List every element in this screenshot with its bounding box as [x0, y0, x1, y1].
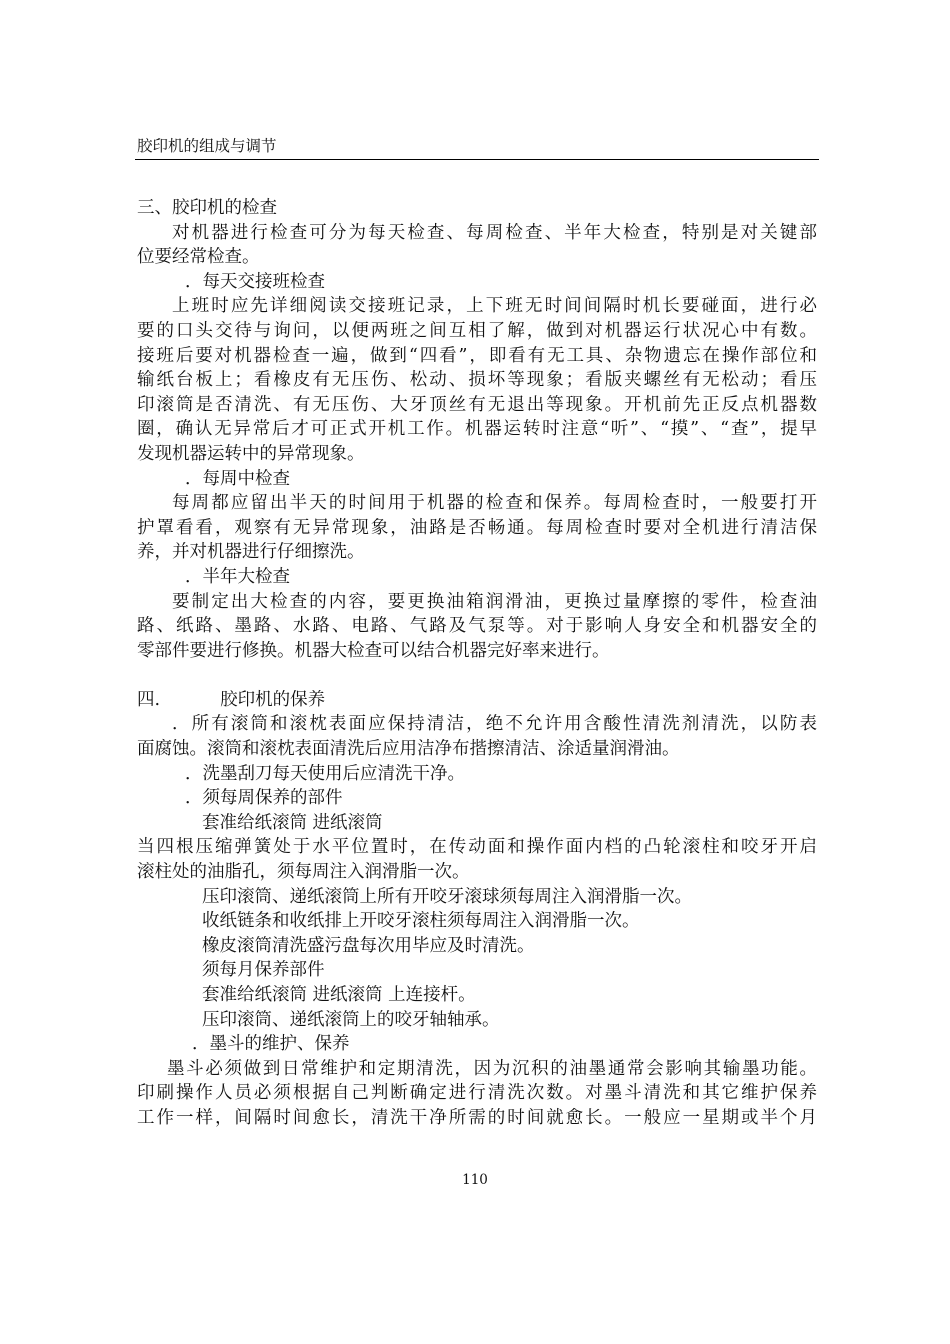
section-heading-maintenance	[137, 688, 817, 713]
list-item: 套准给纸滚筒 进纸滚筒	[202, 812, 383, 833]
paragraph-line: 滚柱处的油脂孔，须每周注入润滑脂一次。	[137, 862, 470, 883]
paragraph-line: 每周都应留出半天的时间用于机器的检查和保养。每周检查时，一般要打开	[172, 493, 817, 514]
paragraph-line: 印刷操作人员必须根据自己判断确定进行清洗次数。对墨斗清洗和其它维护保养	[137, 1083, 817, 1104]
paragraph-line: 养，并对机器进行仔细擦洗。	[137, 542, 365, 563]
spacer	[137, 663, 817, 688]
page-number: 110	[462, 1172, 488, 1188]
paragraph-line: 工作一样，间隔时间愈长，清洗干净所需的时间就愈长。一般应一星期或半个月	[137, 1107, 817, 1128]
paragraph-line: 发现机器运转中的异常现象。	[137, 443, 365, 464]
section-number: 四.	[137, 689, 161, 710]
paragraph-line: 面腐蚀。滚筒和滚枕表面清洗后应用洁净布揩擦清洁、涂适量润滑油。	[137, 739, 680, 760]
document-body	[137, 196, 817, 1131]
running-header: 胶印机的组成与调节	[137, 137, 277, 155]
header-rule	[135, 159, 819, 160]
subheading-daily-check: ．每天交接班检查	[185, 271, 325, 292]
paragraph-line: 零部件要进行修换。机器大检查可以结合机器完好率来进行。	[137, 640, 610, 661]
list-item: 套准给纸滚筒 进纸滚筒 上连接杆。	[202, 985, 476, 1005]
paragraph-line: 圈，确认无异常后才可正式开机工作。机器运转时注意“听”、“摸”、“查”，提早	[137, 419, 817, 440]
paragraph-line: 墨斗必须做到日常维护和定期清洗，因为沉积的油墨通常会影响其输墨功能。	[167, 1058, 817, 1079]
list-item: 须每月保养部件	[202, 960, 325, 981]
paragraph-line: 印滚筒是否清洗、有无压伤、大牙顶丝有无退出等现象。开机前先正反点机器数	[137, 394, 817, 415]
paragraph-line: 输纸台板上；看橡皮有无压伤、松动、损坏等现象；看版夹螺丝有无松动；看压	[137, 370, 817, 391]
list-item: ．洗墨刮刀每天使用后应清洗干净。	[185, 763, 465, 784]
paragraph-line: 护罩看看，观察有无异常现象，油路是否畅通。每周检查时要对全机进行清洁保	[137, 517, 817, 538]
paragraph-line: 路、纸路、墨路、水路、电路、气路及气泵等。对于影响人身安全和机器安全的	[137, 616, 817, 637]
list-item: 橡皮滚筒清洗盛污盘每次用毕应及时清洗。	[202, 935, 535, 956]
paragraph-line: 位要经常检查。	[137, 247, 260, 268]
subheading-ink-fountain: ．墨斗的维护、保养	[192, 1034, 350, 1055]
paragraph-line: 对机器进行检查可分为每天检查、每周检查、半年大检查，特别是对关键部	[172, 222, 817, 243]
list-item: 收纸链条和收纸排上开咬牙滚柱须每周注入润滑脂一次。	[202, 911, 640, 932]
section-heading-inspection: 三、胶印机的检查	[137, 198, 277, 218]
paragraph-line: 当四根压缩弹簧处于水平位置时，在传动面和操作面内档的凸轮滚柱和咬牙开启	[137, 837, 817, 858]
subheading-half-year-check: ．半年大检查	[185, 566, 290, 587]
paragraph-line: 要制定出大检查的内容，要更换油箱润滑油，更换过量摩擦的零件，检查油	[172, 591, 817, 612]
subheading-weekly-check: ．每周中检查	[185, 468, 290, 489]
paragraph-line: 接班后要对机器检查一遍，做到“四看”，即看有无工具、杂物遗忘在操作部位和	[137, 345, 817, 366]
paragraph-line: 上班时应先详细阅读交接班记录，上下班无时间间隔时机长要碰面，进行必	[172, 296, 817, 317]
list-item: 压印滚筒、递纸滚筒上所有开咬牙滚球须每周注入润滑脂一次。	[202, 886, 692, 907]
paragraph-line: ．所有滚筒和滚枕表面应保持清洁，绝不允许用含酸性清洗剂清洗，以防表	[172, 714, 817, 735]
paragraph-line: 要的口头交待与询问，以便两班之间互相了解，做到对机器运行状况心中有数。	[137, 320, 817, 341]
section-title: 胶印机的保养	[220, 689, 326, 710]
list-item: ．须每周保养的部件	[185, 788, 343, 809]
list-item: 压印滚筒、递纸滚筒上的咬牙轴轴承。	[202, 1009, 500, 1030]
